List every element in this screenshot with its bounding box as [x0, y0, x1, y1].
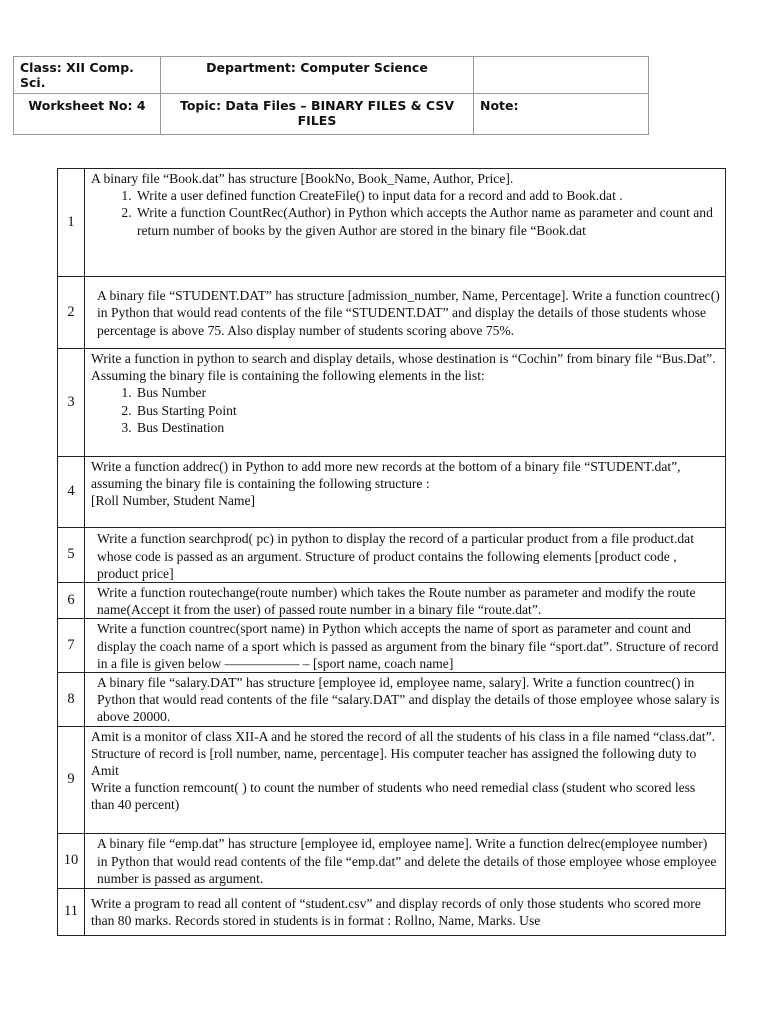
question-text: Write a function searchprod( pc) in python to display the record of a particular product from a file product.dat whose code is passed as an argument. Structure of product contains the following elements [product code , product price] [85, 528, 726, 583]
question-number: 10 [58, 833, 85, 888]
question-text [85, 457, 726, 528]
question-number: 5 [58, 528, 85, 583]
question-row [58, 583, 726, 619]
question-list [91, 384, 720, 436]
list-item: 1. Write a user defined function CreateFile() to input data for a record and add to Book.dat . [135, 187, 720, 204]
question-line: [Roll Number, Student Name] [91, 493, 256, 509]
question-table [57, 168, 726, 936]
question-number: 1 [58, 169, 85, 277]
worksheet-number-cell: Worksheet No: 4 [14, 94, 161, 135]
question-row [58, 619, 726, 673]
question-row [58, 726, 726, 833]
question-row [58, 528, 726, 583]
question-number: 3 [58, 349, 85, 457]
question-row [58, 349, 726, 457]
list-item: 2. Write a function CountRec(Author) in Python which accepts the Author name as parameter and count and return number of books by the given Author are stored in the binary file “Book.dat [135, 204, 720, 238]
question-row [58, 457, 726, 528]
class-cell: Class: XII Comp. Sci. [14, 57, 161, 94]
worksheet-header [13, 56, 649, 135]
question-text: Write a program to read all content of “student.csv” and display records of only those students who scored more than 80 marks. Records stored in students is in format : Rollno, Name, Marks. Use [85, 888, 726, 935]
question-text [85, 349, 726, 457]
question-text: Write a function routechange(route number) which takes the Route number as parameter and modify the route name(Accept it from the user) of passed route number in a binary file “route.dat”. [85, 583, 726, 619]
question-list [91, 187, 720, 239]
question-row [58, 888, 726, 935]
question-number: 9 [58, 726, 85, 833]
question-text [85, 726, 726, 833]
question-text: Write a function countrec(sport name) in Python which accepts the name of sport as parameter and count and display the coach name of a sport which is passed as argument from the binary file “sport.dat”. Structure of record in a file is given below ––––––––––– – [sport name, coach name] [85, 619, 726, 673]
question-row [58, 673, 726, 727]
question-number: 11 [58, 888, 85, 935]
question-text: A binary file “emp.dat” has structure [employee id, employee name]. Write a function delrec(employee number) in Python that would read contents of the file “emp.dat” and delete the details of those employee whose employee number is passed as argument. [85, 833, 726, 888]
question-intro: A binary file “Book.dat” has structure [BookNo, Book_Name, Author, Price]. [91, 171, 514, 186]
department-cell: Department: Computer Science [161, 57, 474, 94]
question-number: 6 [58, 583, 85, 619]
topic-cell: Topic: Data Files – BINARY FILES & CSV FILES [161, 94, 474, 135]
list-item: 2. Bus Starting Point [135, 402, 720, 419]
question-row [58, 169, 726, 277]
list-item: 1. Bus Number [135, 384, 720, 401]
question-text: A binary file “STUDENT.DAT” has structure [admission_number, Name, Percentage]. Write a function countrec() in Python that would read contents of the file “STUDENT.DAT” and display the details of those students whose percentage is above 75. Also display number of students scoring above 75%. [85, 277, 726, 349]
blank-cell [474, 57, 649, 94]
question-number: 7 [58, 619, 85, 673]
question-number: 8 [58, 673, 85, 727]
list-item: 3. Bus Destination [135, 419, 720, 436]
question-text [85, 169, 726, 277]
question-intro: Write a function in python to search and display details, whose destination is “Cochin” from binary file “Bus.Dat”. Assuming the binary file is containing the following elements in the list: [91, 351, 716, 384]
question-line: Write a function addrec() in Python to add more new records at the bottom of a binary file “STUDENT.dat”, assuming the binary file is containing the following structure : [91, 459, 681, 492]
note-cell: Note: [474, 94, 649, 135]
question-number: 2 [58, 277, 85, 349]
question-line: Write a function remcount( ) to count the number of students who need remedial class (student who scored less than 40 percent) [91, 780, 696, 813]
question-row [58, 277, 726, 349]
question-text: A binary file “salary.DAT” has structure [employee id, employee name, salary]. Write a function countrec() in Python that would read contents of the file “salary.DAT” and display the details of those employee whose salary is above 20000. [85, 673, 726, 727]
question-row [58, 833, 726, 888]
question-line: Amit is a monitor of class XII-A and he stored the record of all the students of his class in a file named “class.dat”. Structure of record is [roll number, name, percentage]. His computer teacher has assigned the following duty to Amit [91, 728, 716, 779]
question-number: 4 [58, 457, 85, 528]
